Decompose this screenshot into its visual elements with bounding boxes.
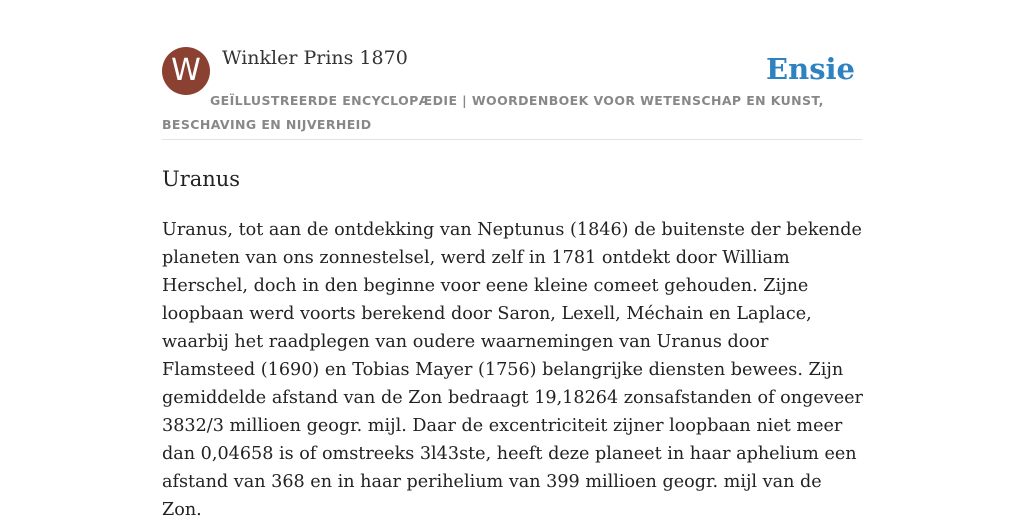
source-title[interactable]: Winkler Prins 1870 [222, 47, 408, 69]
page-title: Uranus [162, 167, 241, 191]
source-avatar[interactable]: W [162, 47, 210, 95]
article-body: Uranus, tot aan de ontdekking van Neptunus (1846) de buitenste der bekende planeten van ons zonnestelsel, werd zelf in 1781 ontdekt door William Herschel, doch in den beginne voor eene kleine comeet gehouden. Zijne loopbaan werd voorts berekend door Saron, Lexell, Méchain en Laplace, waarbij het raadplegen van oudere waarnemingen van Uranus door Flamsteed (1690) en Tobias Mayer (1756) belangrijke diensten bewees. Zijn gemiddelde afstand van de Zon bedraagt 19,18264 zonsafstanden of ongeveer 3832/3 millioen geogr. mijl. Daar de excentriciteit zijner loopbaan niet meer dan 0,04658 is of omstreeks 3l43ste, heeft deze planeet in haar aphelium een afstand van 368 en in haar perihelium van 399 millioen geogr. mijl van de Zon. [162, 220, 863, 520]
header-divider [162, 139, 862, 140]
brand-logo[interactable]: Ensie [766, 52, 855, 86]
source-subtitle: GEÏLLUSTREERDE ENCYCLOPÆDIE | WOORDENBOEK VOOR WETENSCHAP EN KUNST, BESCHAVING EN NIJVERHEID [162, 93, 824, 132]
